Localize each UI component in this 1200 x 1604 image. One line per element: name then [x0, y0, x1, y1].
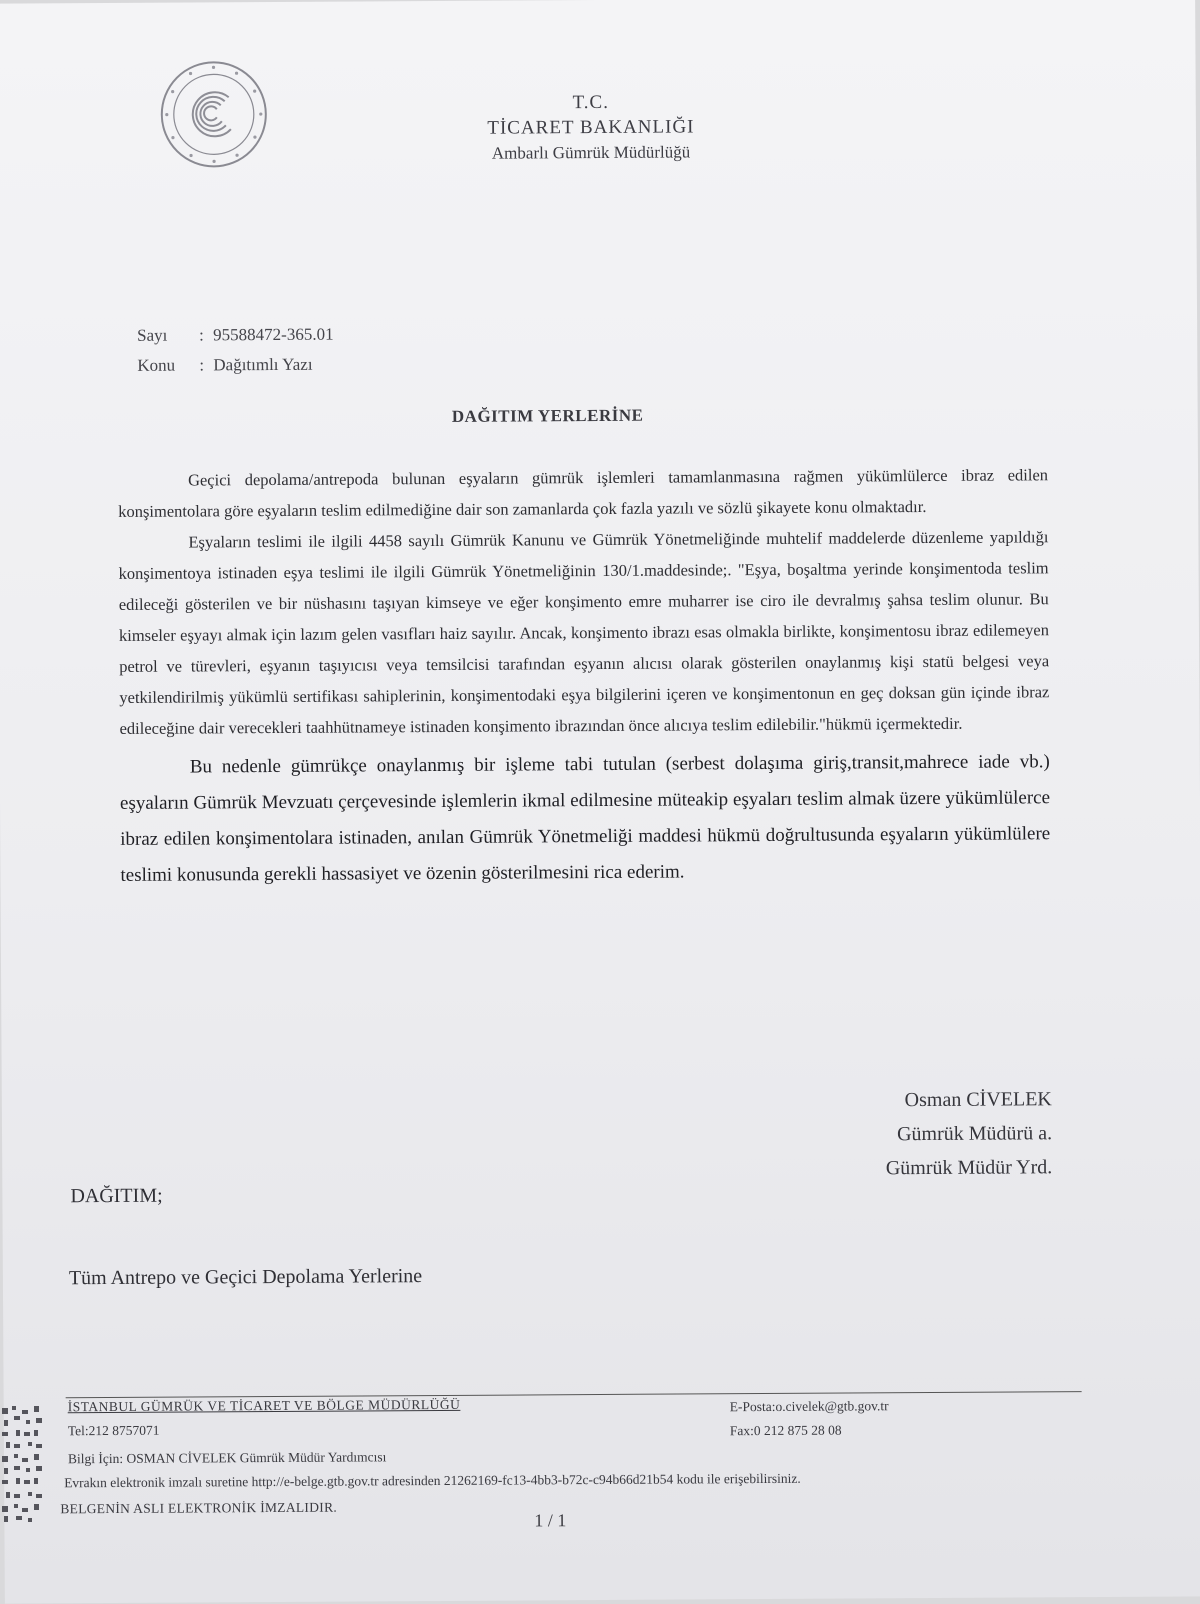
distribution-item: Tüm Antrepo ve Geçici Depolama Yerlerine	[68, 1265, 423, 1290]
header-tc: T.C.	[572, 91, 609, 114]
sayi-value: 95588472-365.01	[213, 324, 334, 345]
konu-row	[137, 350, 334, 381]
sayi-row	[137, 320, 334, 351]
konu-value: Dağıtımlı Yazı	[213, 354, 313, 375]
footer-info: Bilgi İçin: OSMAN CİVELEK Gümrük Müdür Yardımcısı	[67, 1449, 387, 1467]
distribution-title: DAĞITIM;	[70, 1184, 163, 1208]
konu-label: Konu	[137, 355, 176, 375]
footer-tel: Tel:212 8757071	[67, 1422, 160, 1439]
footer-divider	[66, 1391, 1082, 1398]
paragraph-3: Bu nedenle gümrükçe onaylanmış bir işleme tabi tutulan (serbest dolaşıma giriş,transit,mahrece iade vb.) eşyaların Gümrük Mevzuatı çerçevesinde işlemlerin ikmal edilmesine müteakip eşyaları teslim almak üzere yükümlülerce ibraz edilen konşimentolara istinaden, anılan Gümrük Yönetmeliği maddesi hükmü doğrultusunda eşyaların yükümlülere teslimi konusunda gerekli hassasiyet ve özenin gösterilmesini rica ederim.	[119, 751, 1051, 886]
signer-title-2: Gümrük Müdür Yrd.	[885, 1156, 1053, 1180]
footer-org: İSTANBUL GÜMRÜK VE TİCARET VE BÖLGE MÜDÜRLÜĞÜ	[67, 1396, 461, 1415]
ministry-seal-icon	[158, 59, 269, 170]
signer-title-1: Gümrük Müdürü a.	[896, 1122, 1053, 1146]
footer-email: E-Posta:o.civelek@gtb.gov.tr	[729, 1398, 889, 1415]
footer-original-note: BELGENİN ASLI ELEKTRONİK İMZALIDIR.	[60, 1499, 338, 1517]
document-meta	[137, 320, 334, 381]
qr-code-icon	[0, 1404, 46, 1524]
sayi-separator: :	[199, 325, 204, 345]
document-title: DAĞITIM YERLERİNE	[451, 405, 644, 426]
footer-verify-link: Evrakın elektronik imzalı suretine http://e-belge.gtb.gov.tr adresinden 21262169-fc13-4bb3-b72c-c94b66d21b54 kodu ile erişebilirsiniz.	[64, 1470, 801, 1491]
page-number: 1 / 1	[534, 1510, 567, 1531]
letterhead	[376, 91, 806, 165]
header-ministry: TİCARET BAKANLIĞI	[487, 116, 695, 139]
signature-block	[885, 1082, 1052, 1185]
paragraph-2: Eşyaların teslimi ile ilgili 4458 sayılı Gümrük Kanunu ve Gümrük Yönetmeliğinde muhtelif maddelerde düzenleme yapıldığı konşimentoya istinaden eşya teslimi ile ilgili Gümrük Yönetmeliğinin 130/1.maddesinde;. "Eşya, boşaltma yerinde konşimentoda teslim edileceği gösterilen ve bir nüshasını taşıyan kimseye ve eğer konşimento emre muharrer ise ciro ile devralmış şahsa teslim olunur. Bu kimseler eşyayı almak için lazım gelen vasıfları haiz sayılır. Ancak, konşimento ibrazı esas olmakla birlikte, konşimentosu ibraz edilemeyen petrol ve türevleri, eşyanın taşıyıcısı veya temsilcisi tarafından eşyanın alıcısı olarak gösterilen onaylanmış kişi statü belgesi veya yetkilendirilmiş yükümlü sertifikası sahiplerinin, konşimentodaki eşya bilgilerini içeren ve konşimentonun en geç doksan gün içinde ibraz edileceğine dair verecekleri taahhütnameye istinaden konşimento ibrazından önce alıcıya teslim edilebilir."hükmü içermektedir.	[118, 527, 1050, 738]
document-body	[118, 459, 1051, 894]
footer-fax: Fax:0 212 875 28 08	[729, 1422, 842, 1439]
sayi-label: Sayı	[137, 325, 168, 345]
konu-separator: :	[199, 355, 205, 375]
signer-name: Osman CİVELEK	[904, 1088, 1052, 1112]
paragraph-1: Geçici depolama/antrepoda bulunan eşyaların gümrük işlemleri tamamlanmasına rağmen yükümlülerce ibraz edilen konşimentolara göre eşyaların teslim edilmediğine dair son zamanlarda çok fazla yazılı ve sözlü şikayete konu olmaktadır.	[118, 465, 1049, 521]
header-directorate: Ambarlı Gümrük Müdürlüğü	[491, 142, 691, 163]
